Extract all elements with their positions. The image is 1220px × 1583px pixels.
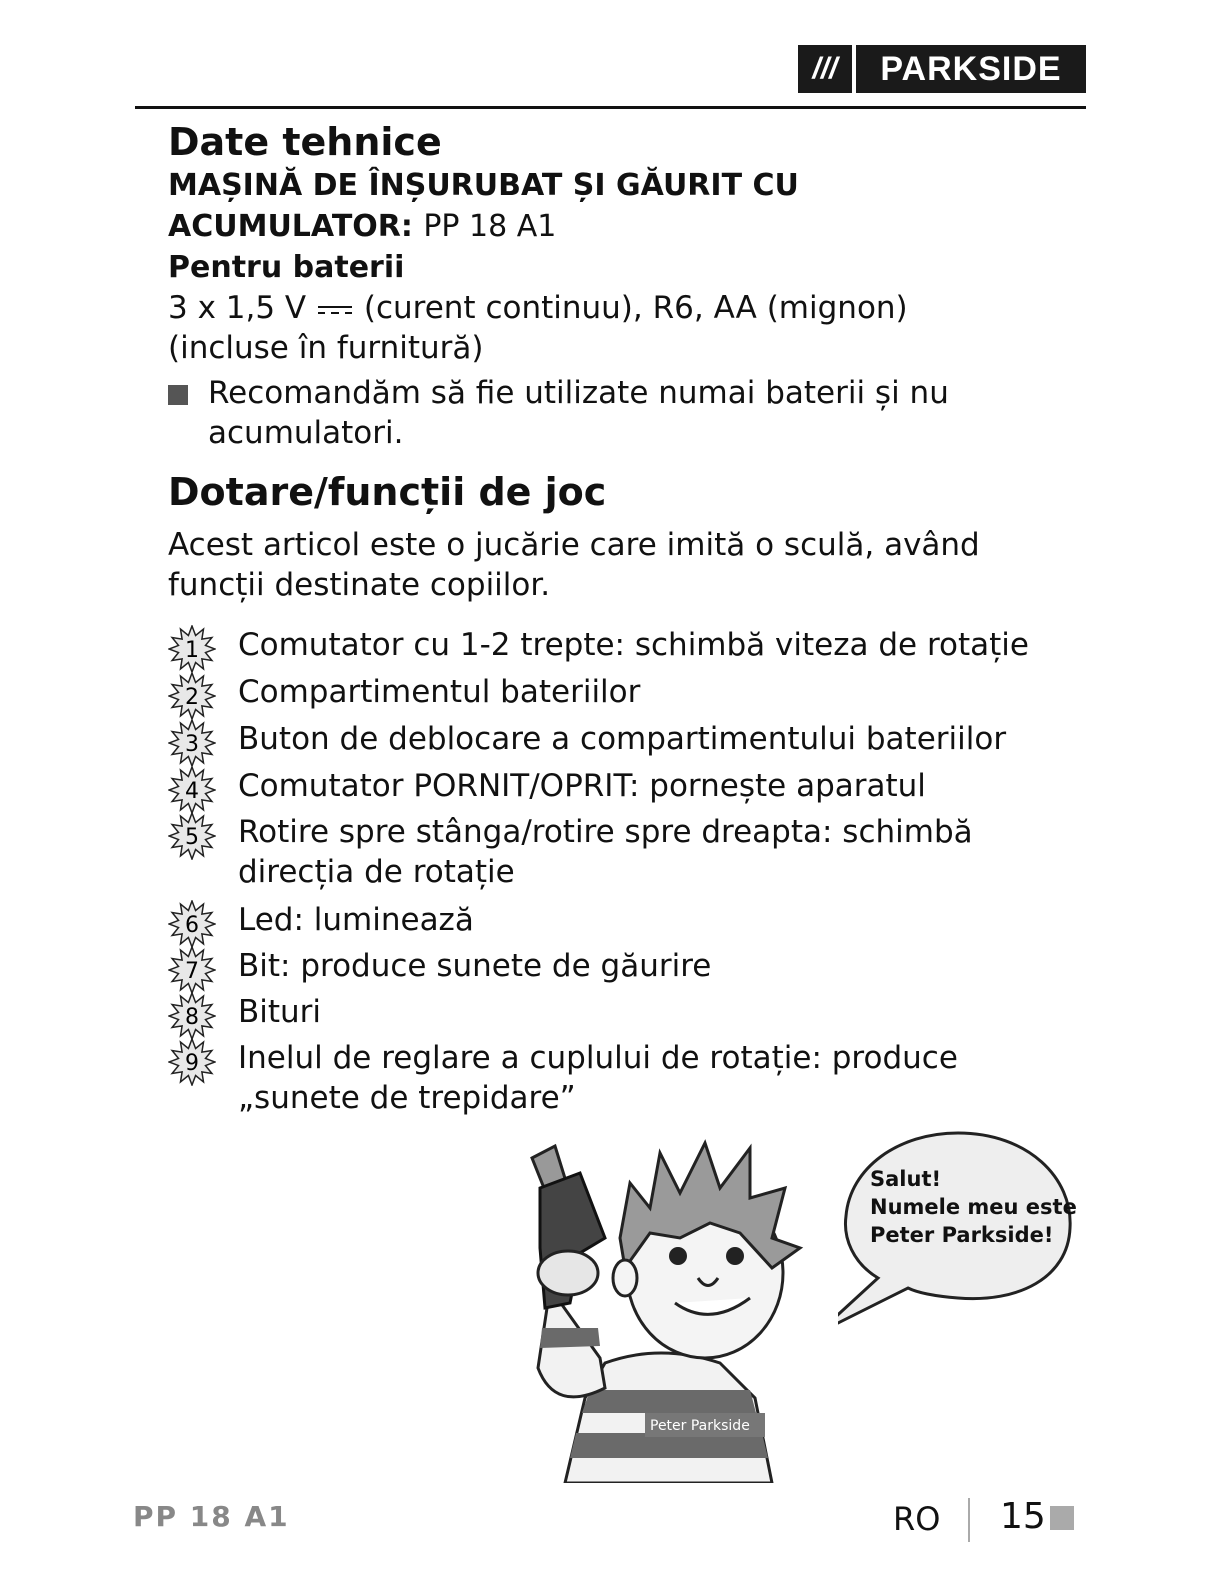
star-number-badge-icon [168,719,216,767]
feature-number: 4 [185,779,199,804]
star-number-badge-icon [168,812,216,860]
batteries-heading: Pentru baterii [168,250,405,285]
feature-label [238,900,1078,940]
feature-label-line1: Compartimentul bateriilor [238,674,641,710]
shirt-text: Peter Parkside [650,1418,750,1434]
feature-number: 9 [185,1051,199,1076]
feature-label [238,1038,1078,1118]
feature-number: 3 [185,732,199,757]
feature-label [238,625,1078,665]
feature-label-line1: Comutator cu 1-2 trepte: schimbă viteza de rotație [238,627,1029,663]
feature-label-line1: Inelul de reglare a cuplului de rotație: produce [238,1040,958,1076]
product-name-line1: MAȘINĂ DE ÎNȘURUBAT ȘI GĂURIT CU [168,168,799,203]
peter-parkside-illustration [510,1128,825,1483]
star-number-badge-icon [168,992,216,1040]
feature-label [238,719,1078,759]
logo-slashes: /// [798,45,856,93]
speech-bubble-text: Salut! Numele meu este Peter Parkside! [870,1167,1077,1247]
recommendation-line2: acumulatori. [208,415,404,451]
intro-line1: Acest articol este o jucărie care imită o sculă, având [168,527,980,563]
parkside-logo [798,45,1086,93]
feature-label-line1: Comutator PORNIT/OPRIT: pornește aparatul [238,768,926,804]
footer-model: PP 18 A1 [133,1500,290,1533]
star-number-badge-icon [168,766,216,814]
feature-label-line2: „sunete de trepidare” [238,1080,576,1116]
product-name-bold: ACUMULATOR: [168,209,413,244]
section-title-technical: Date tehnice [168,120,442,164]
feature-label-line1: Bit: produce sunete de găurire [238,948,712,984]
feature-label [238,992,1078,1032]
footer-language: RO [893,1500,941,1538]
logo-brand: PARKSIDE [880,49,1062,88]
feature-label-line2: direcția de rotație [238,854,515,890]
star-number-badge-icon [168,946,216,994]
recommendation-line1: Recomandăm să fie utilizate numai baterii și nu [208,375,949,411]
star-number-badge-icon [168,900,216,948]
voltage-text: 3 x 1,5 V [168,290,307,326]
header-rule [135,106,1086,109]
star-number-badge-icon [168,672,216,720]
star-number-badge-icon [168,1038,216,1086]
batteries-spec-line2: (incluse în furnitură) [168,330,484,366]
footer-separator [968,1498,970,1542]
feature-label-line1: Bituri [238,994,322,1030]
feature-number: 6 [185,913,199,938]
feature-number: 1 [185,638,199,663]
feature-label [238,672,1078,712]
feature-label [238,812,1078,892]
page-number: 15 [1000,1496,1046,1537]
dc-current-icon [316,300,354,320]
feature-label-line1: Buton de deblocare a compartimentului bateriilor [238,721,1007,757]
feature-number: 8 [185,1005,199,1030]
feature-label [238,946,1078,986]
star-number-badge-icon [168,625,216,673]
footer-square-icon [1050,1506,1074,1530]
feature-number: 2 [185,685,199,710]
battery-type-text: (curent continuu), R6, AA (mignon) [363,290,908,326]
product-name-line2 [168,207,556,247]
feature-label [238,766,1078,806]
batteries-spec-line1 [168,288,908,328]
feature-label-line1: Led: luminează [238,902,474,938]
section-title-features: Dotare/funcții de joc [168,470,607,514]
intro-line2: funcții destinate copiilor. [168,567,551,603]
bullet-square-icon [168,385,188,405]
product-model: PP 18 A1 [423,209,557,244]
feature-label-line1: Rotire spre stânga/rotire spre dreapta: schimbă [238,814,973,850]
feature-number: 5 [185,825,199,850]
feature-number: 7 [185,959,199,984]
